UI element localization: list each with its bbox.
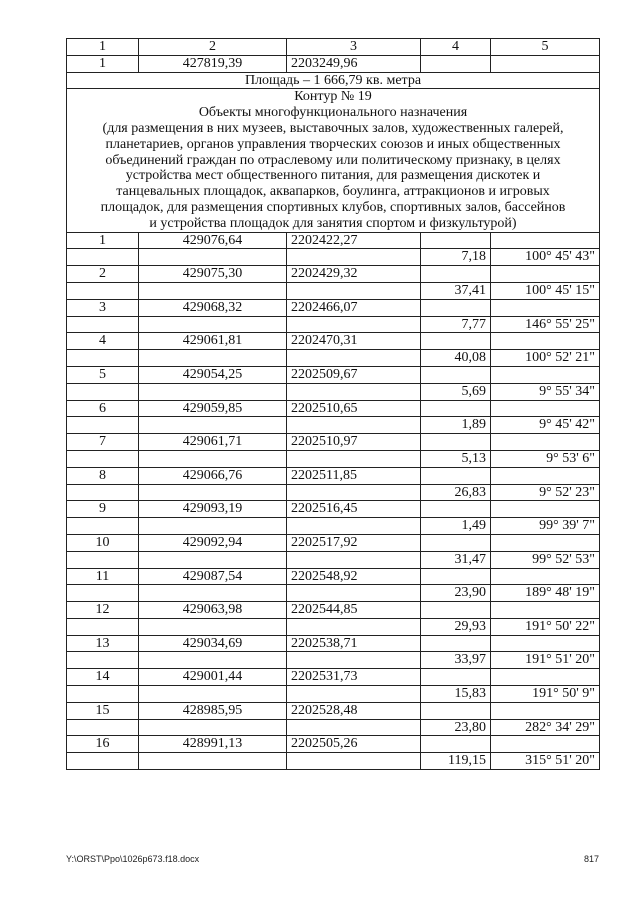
empty-cell bbox=[139, 350, 287, 367]
y-coordinate: 2202544,85 bbox=[287, 602, 421, 619]
empty-cell bbox=[287, 686, 421, 703]
empty-cell bbox=[67, 316, 139, 333]
angle: 282° 34' 29" bbox=[491, 719, 600, 736]
y-coordinate: 2202511,85 bbox=[287, 467, 421, 484]
angle: 191° 50' 22" bbox=[491, 618, 600, 635]
empty-cell bbox=[287, 316, 421, 333]
empty-cell bbox=[287, 383, 421, 400]
empty-cell bbox=[67, 484, 139, 501]
empty-cell bbox=[287, 551, 421, 568]
distance: 40,08 bbox=[421, 350, 491, 367]
table-row bbox=[67, 467, 600, 484]
x-coordinate: 429092,94 bbox=[139, 534, 287, 551]
empty-cell bbox=[491, 568, 600, 585]
empty-cell bbox=[421, 366, 491, 383]
empty-cell bbox=[139, 484, 287, 501]
x-coordinate: 429066,76 bbox=[139, 467, 287, 484]
empty-cell bbox=[421, 434, 491, 451]
distance: 7,77 bbox=[421, 316, 491, 333]
point-number: 14 bbox=[67, 669, 139, 686]
column-header: 4 bbox=[421, 39, 491, 56]
empty-cell bbox=[491, 467, 600, 484]
empty-cell bbox=[139, 585, 287, 602]
empty-cell bbox=[421, 266, 491, 283]
point-number: 12 bbox=[67, 602, 139, 619]
empty-cell bbox=[287, 585, 421, 602]
y-coordinate: 2202505,26 bbox=[287, 736, 421, 753]
contour-heading-row bbox=[67, 89, 600, 232]
y-coordinate: 2202516,45 bbox=[287, 501, 421, 518]
angle: 146° 55' 25" bbox=[491, 316, 600, 333]
empty-cell bbox=[139, 551, 287, 568]
table-row bbox=[67, 400, 600, 417]
x-coordinate: 429059,85 bbox=[139, 400, 287, 417]
distance: 33,97 bbox=[421, 652, 491, 669]
x-coordinate: 429034,69 bbox=[139, 635, 287, 652]
empty-cell bbox=[491, 501, 600, 518]
table-row bbox=[67, 299, 600, 316]
empty-cell bbox=[67, 518, 139, 535]
distance: 29,93 bbox=[421, 618, 491, 635]
x-coordinate: 429075,30 bbox=[139, 266, 287, 283]
table-row bbox=[67, 585, 600, 602]
x-coordinate: 429087,54 bbox=[139, 568, 287, 585]
distance: 119,15 bbox=[421, 753, 491, 770]
purpose-line: и устройства площадок для занятия спортом и физкультурой) bbox=[149, 215, 517, 231]
empty-cell bbox=[139, 383, 287, 400]
empty-cell bbox=[67, 551, 139, 568]
distance: 23,90 bbox=[421, 585, 491, 602]
angle: 189° 48' 19" bbox=[491, 585, 600, 602]
point-number: 9 bbox=[67, 501, 139, 518]
angle: 100° 45' 15" bbox=[491, 282, 600, 299]
empty-cell bbox=[421, 232, 491, 249]
y-coordinate: 2202470,31 bbox=[287, 333, 421, 350]
point-number: 13 bbox=[67, 635, 139, 652]
distance: 7,18 bbox=[421, 249, 491, 266]
x-coordinate: 428985,95 bbox=[139, 702, 287, 719]
angle: 315° 51' 20" bbox=[491, 753, 600, 770]
purpose-line: (для размещения в них музеев, выставочных залов, художественных галерей, bbox=[102, 120, 564, 136]
empty-cell bbox=[139, 719, 287, 736]
distance: 26,83 bbox=[421, 484, 491, 501]
angle: 9° 52' 23" bbox=[491, 484, 600, 501]
x-coordinate: 429061,71 bbox=[139, 434, 287, 451]
point-number: 10 bbox=[67, 534, 139, 551]
y-coordinate: 2202510,97 bbox=[287, 434, 421, 451]
empty-cell bbox=[67, 383, 139, 400]
distance: 37,41 bbox=[421, 282, 491, 299]
table-header-row bbox=[67, 39, 600, 56]
x-coordinate: 428991,13 bbox=[139, 736, 287, 753]
distance: 1,49 bbox=[421, 518, 491, 535]
empty-cell bbox=[139, 282, 287, 299]
y-coordinate: 2202466,07 bbox=[287, 299, 421, 316]
table-row bbox=[67, 316, 600, 333]
table-row bbox=[67, 350, 600, 367]
empty-cell bbox=[491, 635, 600, 652]
y-coordinate: 2202510,65 bbox=[287, 400, 421, 417]
table-row bbox=[67, 736, 600, 753]
empty-cell bbox=[67, 282, 139, 299]
purpose-line: объединений граждан по отраслевому или политическому признаку, в целях bbox=[105, 152, 561, 168]
angle: 191° 50' 9" bbox=[491, 686, 600, 703]
angle: 99° 52' 53" bbox=[491, 551, 600, 568]
empty-cell bbox=[287, 450, 421, 467]
empty-cell bbox=[421, 602, 491, 619]
table-row bbox=[67, 652, 600, 669]
angle: 99° 39' 7" bbox=[491, 518, 600, 535]
y-coordinate: 2202422,27 bbox=[287, 232, 421, 249]
empty-cell bbox=[421, 299, 491, 316]
point-number: 5 bbox=[67, 366, 139, 383]
empty-cell bbox=[287, 350, 421, 367]
angle: 9° 53' 6" bbox=[491, 450, 600, 467]
area-text: Площадь – 1 666,79 кв. метра bbox=[67, 72, 600, 89]
table-row bbox=[67, 635, 600, 652]
purpose-line: планетариев, органов управления творческих союзов и иных общественных bbox=[105, 136, 561, 152]
empty-cell bbox=[421, 736, 491, 753]
empty-cell bbox=[287, 719, 421, 736]
x-coordinate: 429093,19 bbox=[139, 501, 287, 518]
angle: 191° 51' 20" bbox=[491, 652, 600, 669]
empty-cell bbox=[139, 316, 287, 333]
empty-cell bbox=[421, 702, 491, 719]
empty-cell bbox=[287, 417, 421, 434]
point-number: 3 bbox=[67, 299, 139, 316]
empty-cell bbox=[67, 585, 139, 602]
empty-cell bbox=[287, 618, 421, 635]
empty-cell bbox=[491, 602, 600, 619]
table-row bbox=[67, 282, 600, 299]
table-row bbox=[67, 383, 600, 400]
x-coordinate: 429061,81 bbox=[139, 333, 287, 350]
y-coordinate: 2202528,48 bbox=[287, 702, 421, 719]
x-coordinate: 429001,44 bbox=[139, 669, 287, 686]
point-number: 8 bbox=[67, 467, 139, 484]
table-row bbox=[67, 484, 600, 501]
empty-cell bbox=[421, 669, 491, 686]
table-row bbox=[67, 568, 600, 585]
column-header: 5 bbox=[491, 39, 600, 56]
distance: 31,47 bbox=[421, 551, 491, 568]
distance: 5,13 bbox=[421, 450, 491, 467]
empty-cell bbox=[421, 568, 491, 585]
table-row bbox=[67, 551, 600, 568]
empty-cell bbox=[67, 618, 139, 635]
point-number: 4 bbox=[67, 333, 139, 350]
purpose-line: танцевальных площадок, аквапарков, боулинга, аттракционов и игровых bbox=[116, 184, 550, 200]
y-coordinate: 2202429,32 bbox=[287, 266, 421, 283]
x-coordinate: 427819,39 bbox=[139, 55, 287, 72]
x-coordinate: 429063,98 bbox=[139, 602, 287, 619]
distance: 15,83 bbox=[421, 686, 491, 703]
purpose-line: площадок, для размещения спортивных клубов, спортивных залов, бассейнов bbox=[100, 199, 566, 215]
empty-cell bbox=[67, 719, 139, 736]
empty-cell bbox=[287, 484, 421, 501]
empty-cell bbox=[421, 534, 491, 551]
point-number: 11 bbox=[67, 568, 139, 585]
distance: 5,69 bbox=[421, 383, 491, 400]
point-number: 6 bbox=[67, 400, 139, 417]
empty-cell bbox=[67, 417, 139, 434]
table-row bbox=[67, 753, 600, 770]
empty-cell bbox=[287, 652, 421, 669]
column-header: 2 bbox=[139, 39, 287, 56]
empty-cell bbox=[139, 249, 287, 266]
distance bbox=[421, 55, 491, 72]
point-number: 1 bbox=[67, 55, 139, 72]
table-row bbox=[67, 366, 600, 383]
x-coordinate: 429068,32 bbox=[139, 299, 287, 316]
table-row bbox=[67, 232, 600, 249]
table-row bbox=[67, 602, 600, 619]
table-row bbox=[67, 719, 600, 736]
empty-cell bbox=[491, 669, 600, 686]
empty-cell bbox=[287, 282, 421, 299]
table-row bbox=[67, 333, 600, 350]
empty-cell bbox=[67, 249, 139, 266]
empty-cell bbox=[139, 450, 287, 467]
point-number: 1 bbox=[67, 232, 139, 249]
table-row bbox=[67, 55, 600, 72]
point-number: 15 bbox=[67, 702, 139, 719]
empty-cell bbox=[287, 249, 421, 266]
empty-cell bbox=[139, 753, 287, 770]
point-number: 16 bbox=[67, 736, 139, 753]
angle: 9° 55' 34" bbox=[491, 383, 600, 400]
y-coordinate: 2202548,92 bbox=[287, 568, 421, 585]
empty-cell bbox=[421, 333, 491, 350]
coordinates-table bbox=[66, 38, 600, 770]
empty-cell bbox=[491, 366, 600, 383]
empty-cell bbox=[491, 232, 600, 249]
point-number: 2 bbox=[67, 266, 139, 283]
column-header: 3 bbox=[287, 39, 421, 56]
purpose-line: Объекты многофункционального назначения bbox=[198, 105, 468, 121]
empty-cell bbox=[491, 702, 600, 719]
y-coordinate: 2202509,67 bbox=[287, 366, 421, 383]
angle: 9° 45' 42" bbox=[491, 417, 600, 434]
empty-cell bbox=[491, 434, 600, 451]
empty-cell bbox=[139, 618, 287, 635]
x-coordinate: 429054,25 bbox=[139, 366, 287, 383]
empty-cell bbox=[287, 753, 421, 770]
angle: 100° 45' 43" bbox=[491, 249, 600, 266]
purpose-line: устройства мест общественного питания, для размещения дискотек и bbox=[125, 168, 541, 184]
angle: 100° 52' 21" bbox=[491, 350, 600, 367]
empty-cell bbox=[491, 299, 600, 316]
table-row bbox=[67, 434, 600, 451]
table-row bbox=[67, 450, 600, 467]
empty-cell bbox=[421, 635, 491, 652]
empty-cell bbox=[67, 450, 139, 467]
contour-title: Контур № 19 bbox=[294, 89, 372, 105]
table-row bbox=[67, 686, 600, 703]
table-row bbox=[67, 702, 600, 719]
x-coordinate: 429076,64 bbox=[139, 232, 287, 249]
empty-cell bbox=[287, 518, 421, 535]
y-coordinate: 2202538,71 bbox=[287, 635, 421, 652]
page-number: 817 bbox=[583, 854, 599, 864]
table-row bbox=[67, 534, 600, 551]
empty-cell bbox=[139, 518, 287, 535]
area-row bbox=[67, 72, 600, 89]
empty-cell bbox=[67, 686, 139, 703]
empty-cell bbox=[491, 736, 600, 753]
distance: 23,80 bbox=[421, 719, 491, 736]
y-coordinate: 2202517,92 bbox=[287, 534, 421, 551]
table-row bbox=[67, 266, 600, 283]
empty-cell bbox=[491, 266, 600, 283]
empty-cell bbox=[491, 333, 600, 350]
file-path: Y:\ORST\Ppo\1026p673.f18.docx bbox=[66, 854, 200, 864]
y-coordinate: 2202531,73 bbox=[287, 669, 421, 686]
angle bbox=[491, 55, 600, 72]
y-coordinate: 2203249,96 bbox=[287, 55, 421, 72]
empty-cell bbox=[139, 652, 287, 669]
point-number: 7 bbox=[67, 434, 139, 451]
empty-cell bbox=[421, 400, 491, 417]
table-row bbox=[67, 501, 600, 518]
empty-cell bbox=[67, 753, 139, 770]
column-header: 1 bbox=[67, 39, 139, 56]
table-row bbox=[67, 417, 600, 434]
empty-cell bbox=[421, 501, 491, 518]
distance: 1,89 bbox=[421, 417, 491, 434]
empty-cell bbox=[139, 417, 287, 434]
empty-cell bbox=[491, 400, 600, 417]
empty-cell bbox=[67, 350, 139, 367]
table-row bbox=[67, 618, 600, 635]
table-row bbox=[67, 669, 600, 686]
empty-cell bbox=[491, 534, 600, 551]
table-row bbox=[67, 518, 600, 535]
table-row bbox=[67, 249, 600, 266]
empty-cell bbox=[421, 467, 491, 484]
contour-heading bbox=[67, 89, 600, 232]
empty-cell bbox=[67, 652, 139, 669]
empty-cell bbox=[139, 686, 287, 703]
